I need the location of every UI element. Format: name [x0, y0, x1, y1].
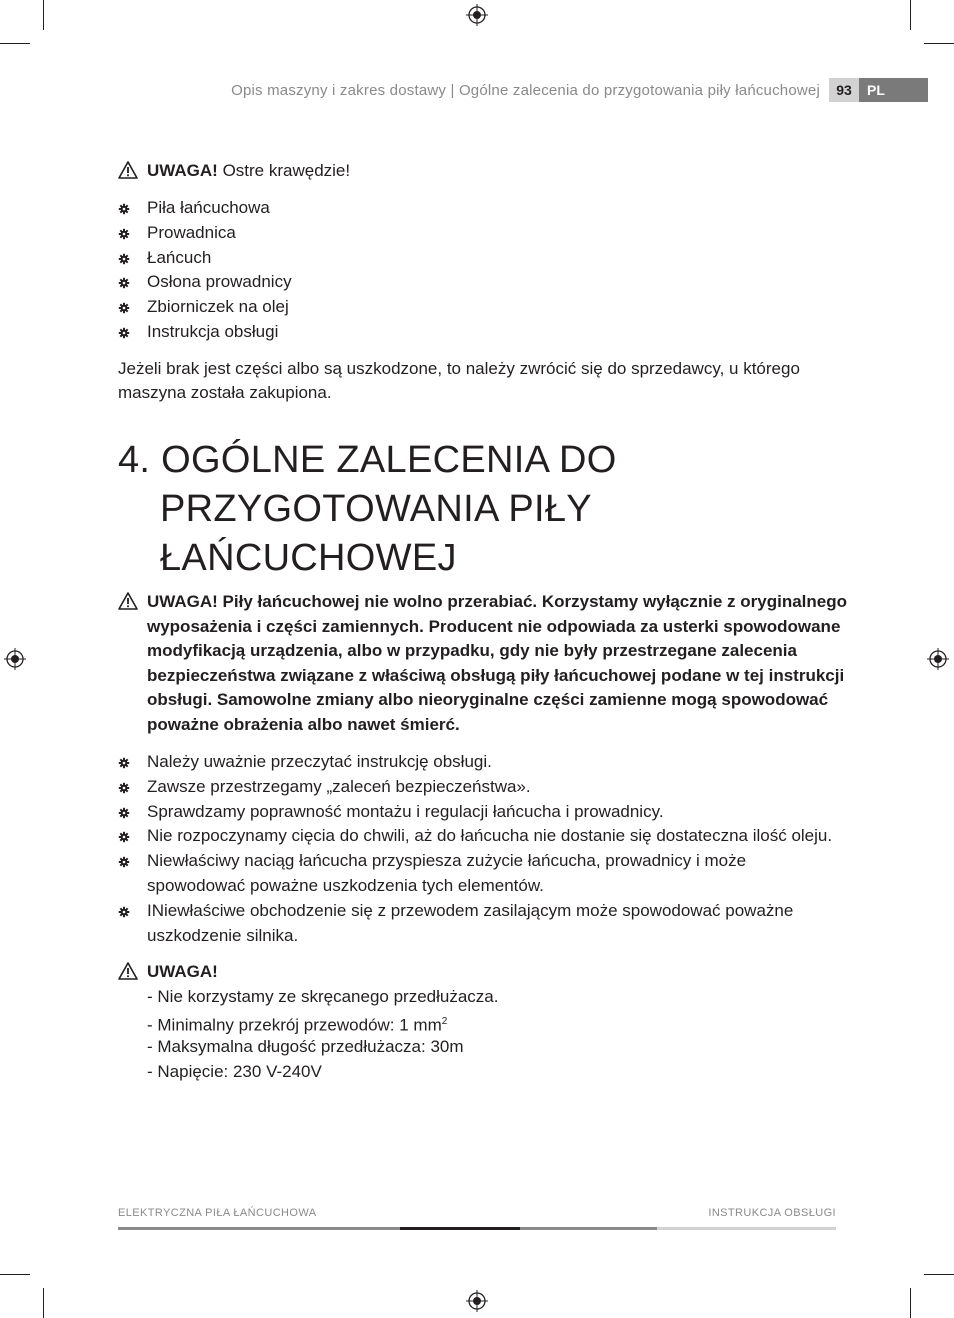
- bullet-icon: [118, 253, 130, 265]
- extension-cord-rule: [147, 1010, 447, 1038]
- warning-icon: [118, 592, 138, 610]
- bullet-icon: [118, 782, 130, 794]
- crop-mark: [0, 43, 30, 44]
- delivery-item: Zbiorniczek na olej: [147, 297, 289, 317]
- footer-rule: [400, 1227, 520, 1230]
- warning-label: UWAGA!: [147, 161, 218, 180]
- extension-cord-rule: - Napięcie: 230 V-240V: [147, 1062, 322, 1081]
- registration-mark-icon: [466, 1290, 488, 1312]
- footer-product-name: ELEKTRYCZNA PIŁA ŁAŃCUCHOWA: [118, 1207, 317, 1219]
- warning-line: wyposażenia i części zamiennych. Producent nie odpowiada za usterki spowodowane: [147, 616, 841, 636]
- warning-label: UWAGA!: [147, 962, 218, 981]
- crop-mark: [910, 0, 911, 30]
- section-heading-line: 4. OGÓLNE ZALECENIA DO: [118, 439, 617, 481]
- delivery-item: Prowadnica: [147, 222, 236, 242]
- bullet-icon: [118, 327, 130, 339]
- warning-line: [147, 590, 847, 614]
- recommendation-item: uszkodzenie silnika.: [147, 925, 299, 945]
- bullet-icon: [118, 807, 130, 819]
- page-number: 93: [829, 78, 859, 102]
- bullet-icon: [118, 203, 130, 215]
- crop-mark: [43, 0, 44, 30]
- warning-line: modyfikacją urządzenia, albo w przypadku, gdy nie były przestrzegane zalecenia: [147, 641, 797, 661]
- bullet-icon: [118, 831, 130, 843]
- section-heading: [118, 436, 617, 583]
- language-badge: PL: [859, 78, 928, 102]
- warning-line: obsługi. Samowolne zmiany albo nieoryginalne części zamienne mogą spowodować: [147, 690, 829, 710]
- extension-cord-rule-text: - Minimalny przekrój przewodów: 1 mm: [147, 1015, 442, 1035]
- recommendation-item: Sprawdzamy poprawność montażu i regulacji łańcucha i prowadnicy.: [147, 801, 664, 821]
- warning-icon: [118, 161, 138, 179]
- recommendation-item: Niewłaściwy naciąg łańcucha przyspiesza zużycie łańcucha, prowadnicy i może: [147, 851, 747, 871]
- warning-ostre-krawedzie: [147, 159, 350, 183]
- recommendation-item: INiewłaściwe obchodzenie się z przewodem zasilającym może spowodować poważne: [147, 900, 794, 920]
- registration-mark-icon: [4, 648, 26, 670]
- delivery-item: Instrukcja obsługi: [147, 322, 279, 341]
- delivery-item: Piła łańcuchowa: [147, 198, 270, 217]
- bullet-icon: [118, 906, 130, 918]
- bullet-icon: [118, 757, 130, 769]
- crop-mark: [910, 1288, 911, 1318]
- missing-parts-note-line: maszyna została zakupiona.: [118, 383, 332, 402]
- warning-text: Piły łańcuchowej nie wolno przerabiać. Korzystamy wyłącznie z oryginalnego: [222, 592, 847, 611]
- recommendation-item: Należy uważnie przeczytać instrukcję obsługi.: [147, 752, 492, 771]
- crop-mark: [0, 1274, 30, 1275]
- recommendation-item: spowodować poważne uszkodzenia tych elementów.: [147, 876, 544, 895]
- crop-mark: [43, 1288, 44, 1318]
- delivery-item: Łańcuch: [147, 247, 212, 267]
- missing-parts-note-line: Jeżeli brak jest części albo są uszkodzone, to należy zwrócić się do sprzedawcy, u którego: [118, 359, 800, 378]
- delivery-item: Osłona prowadnicy: [147, 272, 292, 292]
- section-heading-line: PRZYGOTOWANIA PIŁY: [160, 488, 592, 530]
- footer-rule: [118, 1227, 400, 1230]
- registration-mark-icon: [466, 4, 488, 26]
- warning-label: UWAGA!: [147, 592, 223, 611]
- extension-cord-rule: - Maksymalna długość przedłużacza: 30m: [147, 1037, 464, 1056]
- bullet-icon: [118, 302, 130, 314]
- bullet-icon: [118, 277, 130, 289]
- extension-cord-rule: - Nie korzystamy ze skręcanego przedłużacza.: [147, 987, 499, 1006]
- recommendation-item: Zawsze przestrzegamy „zaleceń bezpieczeństwa».: [147, 776, 531, 796]
- section-heading-line: ŁAŃCUCHOWEJ: [160, 537, 457, 579]
- warning-line: bezpieczeństwa związane z właściwą obsługą piły łańcuchowej podane w tej instrukcji: [147, 665, 845, 685]
- registration-mark-icon: [927, 648, 949, 670]
- warning-line: poważne obrażenia albo nawet śmierć.: [147, 715, 460, 734]
- footer-rule: [657, 1227, 836, 1230]
- crop-mark: [924, 1274, 954, 1275]
- header-breadcrumb: Opis maszyny i zakres dostawy | Ogólne zalecenia do przygotowania piły łańcuchowej: [231, 82, 820, 99]
- bullet-icon: [118, 856, 130, 868]
- superscript: 2: [441, 1016, 448, 1027]
- bullet-icon: [118, 228, 130, 240]
- crop-mark: [924, 43, 954, 44]
- footer-document-type: INSTRUKCJA OBSŁUGI: [708, 1207, 836, 1219]
- warning-icon: [118, 962, 138, 980]
- recommendation-item: Nie rozpoczynamy cięcia do chwili, aż do łańcucha nie dostanie się dostateczna ilość oleju.: [147, 826, 833, 846]
- footer-rule: [520, 1227, 657, 1230]
- warning-text: Ostre krawędzie!: [222, 161, 351, 180]
